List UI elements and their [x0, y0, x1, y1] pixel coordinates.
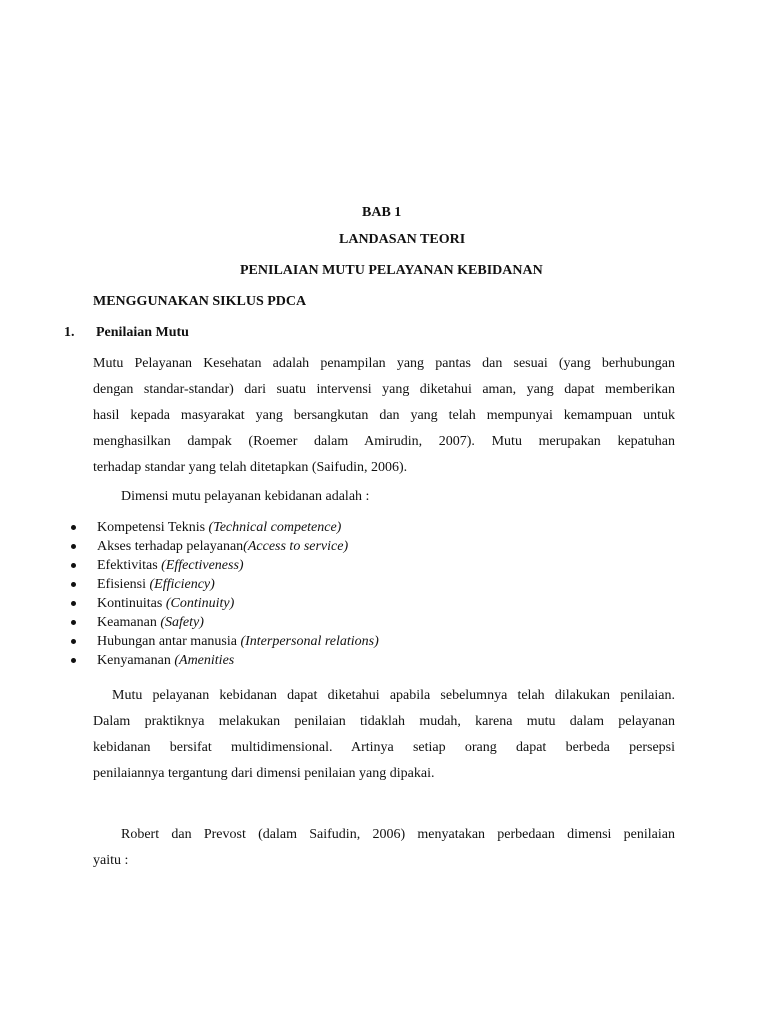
section-number: 1. — [64, 325, 75, 340]
dimension-intro: Dimensi mutu pelayanan kebidanan adalah : — [121, 489, 370, 504]
bullet-icon — [71, 582, 76, 587]
paragraph-line: dengan standar-standar) dari suatu intervensi yang diketahui aman, yang dapat memberikan — [93, 382, 675, 397]
bullet-icon — [71, 544, 76, 549]
paragraph-line: kebidanan bersifat multidimensional. Artinya setiap orang dapat berbeda persepsi — [93, 740, 675, 755]
bullet-icon — [71, 525, 76, 530]
paragraph-assessment — [93, 683, 675, 787]
paragraph-robert-prevost — [93, 822, 675, 874]
paragraph-line: hasil kepada masyarakat yang bersangkutan dan yang telah mempunyai kemampuan untuk — [93, 408, 675, 423]
chapter-title: LANDASAN TEORI — [339, 232, 466, 247]
section-title: Penilaian Mutu — [96, 325, 189, 340]
paragraph-line: Dalam praktiknya melakukan penilaian tidaklah mudah, karena mutu dalam pelayanan — [93, 714, 675, 729]
chapter-label: BAB 1 — [362, 205, 402, 220]
paragraph-line: penilaiannya tergantung dari dimensi penilaian yang dipakai. — [93, 766, 435, 781]
paragraph-line: terhadap standar yang telah ditetapkan (Saifudin, 2006). — [93, 460, 408, 475]
bullet-icon — [71, 620, 76, 625]
document-page: BAB 1 LANDASAN TEORI PENILAIAN MUTU PELAYANAN KEBIDANAN MENGGUNAKAN SIKLUS PDCA 1. Penilaian Mutu Mutu Pelayanan Kesehatan adalah penampilan yang pantas dan sesuai (yang berhubungan dengan standar-standar) dari suatu intervensi yang diketahui aman, yang dapat memberikan hasil kepada masyarakat yang bersangkutan dan yang telah mempunyai kemampuan untuk menghasilkan dampak (Roemer dalam Amirudin, 2007). Mutu merupakan kepatuhan terhadap standar yang telah ditetapkan (Saifudin, 2006). Dimensi mutu pelayanan kebidanan adalah : Kompetensi Teknis (Technical competence) Akses terhadap pelayanan(Access to service) Efektivitas (Effectiveness) Efisiensi (Efficiency) Kontinuitas (Continuity) Keamanan (Safety) Hubungan antar manusia (Interpersonal relations) Kenyamanan (Amenities Mutu pelayanan kebidanan dapat diketahui apabila sebelumnya telah dilakukan penilaian. Dalam praktiknya melakukan penilaian tidaklah mudah, karena mutu dalam pelayanan kebidanan bersifat multidimensional. Artinya setiap orang dapat berbeda persepsi penilaiannya tergantung dari dimensi penilaian yang dipakai. Robert dan Prevost (dalam Saifudin, 2006) menyatakan perbedaan dimensi penilaian yaitu : — [0, 0, 768, 1024]
paragraph-line: yaitu : — [93, 853, 129, 868]
paragraph-line: menghasilkan dampak (Roemer dalam Amirudin, 2007). Mutu merupakan kepatuhan — [93, 434, 675, 449]
paragraph-definition — [93, 351, 675, 481]
paragraph-line: Robert dan Prevost (dalam Saifudin, 2006) menyatakan perbedaan dimensi penilaian — [121, 827, 675, 842]
bullet-icon — [71, 658, 76, 663]
paragraph-line: Mutu pelayanan kebidanan dapat diketahui apabila sebelumnya telah dilakukan penilaian. — [112, 688, 675, 703]
chapter-subtitle-line2: MENGGUNAKAN SIKLUS PDCA — [93, 294, 307, 309]
bullet-icon — [71, 563, 76, 568]
bullet-icon — [71, 639, 76, 644]
paragraph-line: Mutu Pelayanan Kesehatan adalah penampilan yang pantas dan sesuai (yang berhubungan — [93, 356, 675, 371]
bullet-icon — [71, 601, 76, 606]
chapter-subtitle-line1: PENILAIAN MUTU PELAYANAN KEBIDANAN — [240, 263, 543, 278]
